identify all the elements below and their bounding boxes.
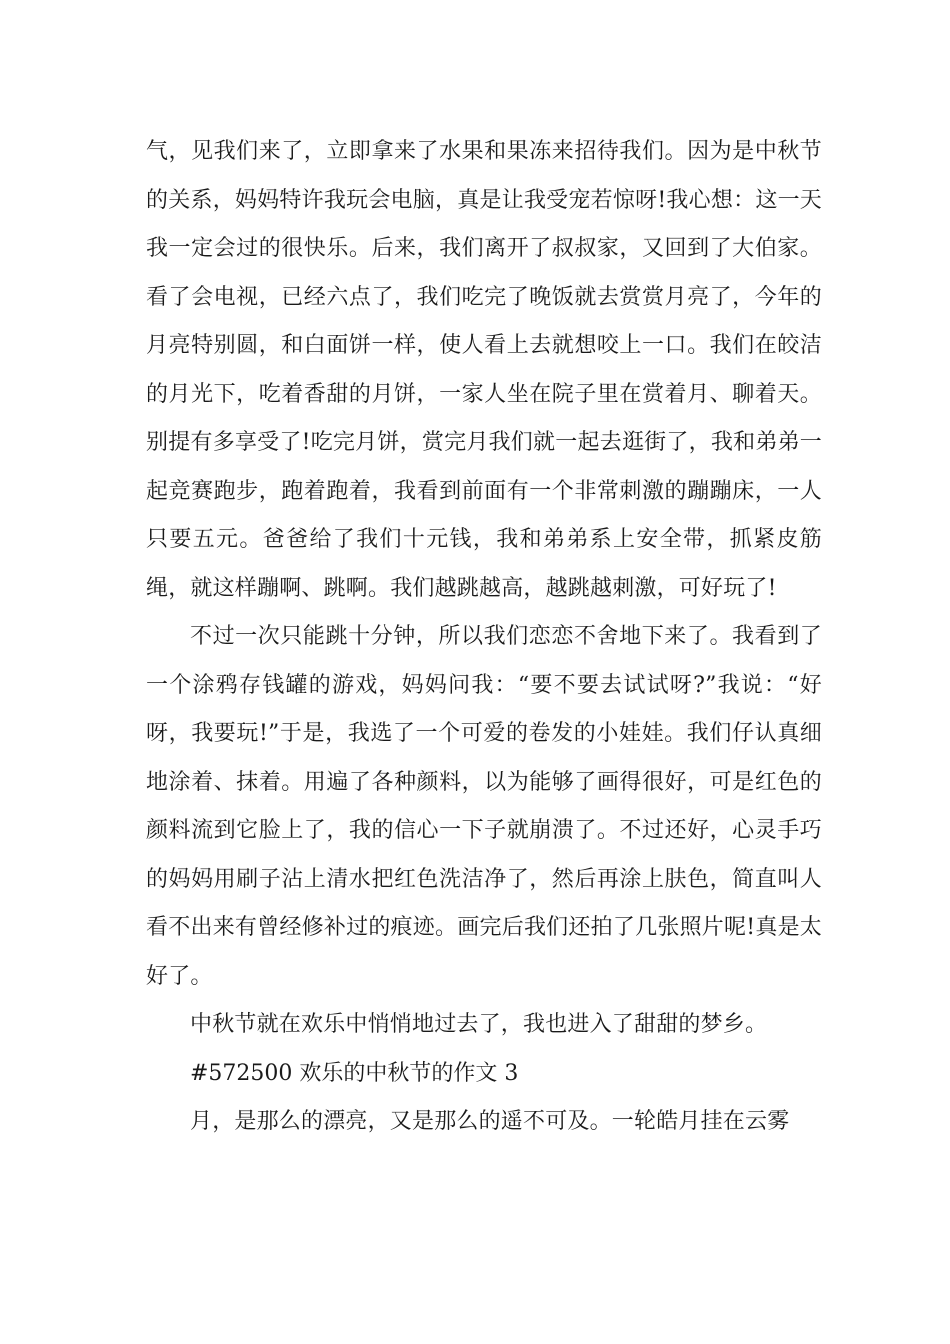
section-heading: #572500 欢乐的中秋节的作文 3 [190, 1060, 519, 1086]
document-body [146, 128, 822, 1147]
paragraph-moon-intro: 月，是那么的漂亮，又是那么的遥不可及。一轮皓月挂在云雾 [190, 1109, 790, 1134]
paragraph-continued: 气，见我们来了，立即拿来了水果和果冻来招待我们。因为是中秋节的关系，妈妈特许我玩会电脑，真是让我受宠若惊呀!我心想：这一天我一定会过的很快乐。后来，我们离开了叔叔家，又回到了大伯家。看了会电视，已经六点了，我们吃完了晚饭就去赏赏月亮了，今年的月亮特别圆，和白面饼一样，使人看上去就想咬上一口。我们在皎洁的月光下，吃着香甜的月饼，一家人坐在院子里在赏着月、聊着天。别提有多享受了!吃完月饼，赏完月我们就一起去逛街了，我和弟弟一起竞赛跑步，跑着跑着，我看到前面有一个非常刺激的蹦蹦床，一人只要五元。爸爸给了我们十元钱，我和弟弟系上安全带，抓紧皮筋绳，就这样蹦啊、跳啊。我们越跳越高，越跳越刺激，可好玩了! [146, 139, 822, 601]
paragraph-graffiti-piggybank: 不过一次只能跳十分钟，所以我们恋恋不舍地下来了。我看到了一个涂鸦存钱罐的游戏，妈妈问我：“要不要去试试呀?”我说：“好呀，我要玩!”于是，我选了一个可爱的卷发的小娃娃。我们仔认真细地涂着、抹着。用遍了各种颜料，以为能够了画得很好，可是红色的颜料流到它脸上了，我的信心一下子就崩溃了。不过还好，心灵手巧的妈妈用刷子沾上清水把红色洗洁净了，然后再涂上肤色，简直叫人看不出来有曾经修补过的痕迹。画完后我们还拍了几张照片呢!真是太好了。 [146, 624, 822, 989]
paragraph-ending: 中秋节就在欢乐中悄悄地过去了，我也进入了甜甜的梦乡。 [190, 1012, 768, 1037]
